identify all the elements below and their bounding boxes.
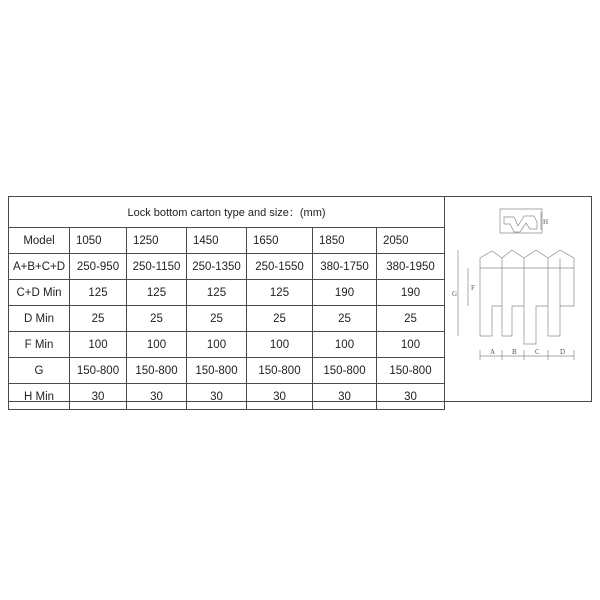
table-cell: 150-800 xyxy=(247,358,313,384)
header-row xyxy=(9,228,445,254)
table-cell: 150-800 xyxy=(187,358,247,384)
table-title-row xyxy=(9,197,445,228)
table-cell: 100 xyxy=(127,332,187,358)
table-cell: 190 xyxy=(377,280,445,306)
table-cell: 125 xyxy=(70,280,127,306)
table-cell: 250-1350 xyxy=(187,254,247,280)
table-cell: 25 xyxy=(70,306,127,332)
lock-detail-shape xyxy=(504,216,537,232)
table-cell: 150-800 xyxy=(127,358,187,384)
table-cell: 25 xyxy=(127,306,187,332)
table-cell: 30 xyxy=(247,384,313,410)
table-cell: 30 xyxy=(313,384,377,410)
header-cell: 1250 xyxy=(127,228,187,254)
table-cell: 30 xyxy=(187,384,247,410)
table-row xyxy=(9,254,445,280)
table-cell: 100 xyxy=(377,332,445,358)
table-title: Lock bottom carton type and size：(mm) xyxy=(9,197,445,228)
header-cell: 1050 xyxy=(70,228,127,254)
row-label: A+B+C+D xyxy=(9,254,70,280)
row-label: F Min xyxy=(9,332,70,358)
table-cell: 125 xyxy=(247,280,313,306)
header-cell: Model xyxy=(9,228,70,254)
table-cell: 25 xyxy=(377,306,445,332)
table-cell: 25 xyxy=(313,306,377,332)
spec-table xyxy=(8,196,445,410)
dimension-label-g: G xyxy=(452,290,458,298)
row-label: G xyxy=(9,358,70,384)
table-cell: 100 xyxy=(187,332,247,358)
table-cell: 100 xyxy=(247,332,313,358)
table-cell: 250-1150 xyxy=(127,254,187,280)
carton-diagram xyxy=(444,196,592,402)
table-cell: 150-800 xyxy=(70,358,127,384)
table-cell: 30 xyxy=(377,384,445,410)
table-cell: 100 xyxy=(70,332,127,358)
dimension-label-h: H xyxy=(543,218,549,226)
table-row xyxy=(9,280,445,306)
dimension-label-c: C xyxy=(535,348,540,356)
header-cell: 1650 xyxy=(247,228,313,254)
dimension-label-d: D xyxy=(560,348,566,356)
row-label: H Min xyxy=(9,384,70,410)
table-cell: 380-1750 xyxy=(313,254,377,280)
table-cell: 25 xyxy=(247,306,313,332)
table-row xyxy=(9,332,445,358)
row-label: C+D Min xyxy=(9,280,70,306)
table-cell: 30 xyxy=(70,384,127,410)
header-cell: 1850 xyxy=(313,228,377,254)
carton-diagram-svg xyxy=(444,196,592,402)
table-cell: 250-1550 xyxy=(247,254,313,280)
row-label: D Min xyxy=(9,306,70,332)
table-cell: 150-800 xyxy=(313,358,377,384)
table-cell: 250-950 xyxy=(70,254,127,280)
header-cell: 2050 xyxy=(377,228,445,254)
table-cell: 190 xyxy=(313,280,377,306)
table-cell: 150-800 xyxy=(377,358,445,384)
table-cell: 125 xyxy=(127,280,187,306)
table-cell: 100 xyxy=(313,332,377,358)
table-cell: 25 xyxy=(187,306,247,332)
table-row xyxy=(9,358,445,384)
table-cell: 380-1950 xyxy=(377,254,445,280)
table-cell: 125 xyxy=(187,280,247,306)
dimension-label-f: F xyxy=(471,284,475,292)
table-row xyxy=(9,306,445,332)
table-cell: 30 xyxy=(127,384,187,410)
header-cell: 1450 xyxy=(187,228,247,254)
dimension-label-b: B xyxy=(512,348,517,356)
dimension-label-a: A xyxy=(490,348,496,356)
table-row xyxy=(9,384,445,410)
